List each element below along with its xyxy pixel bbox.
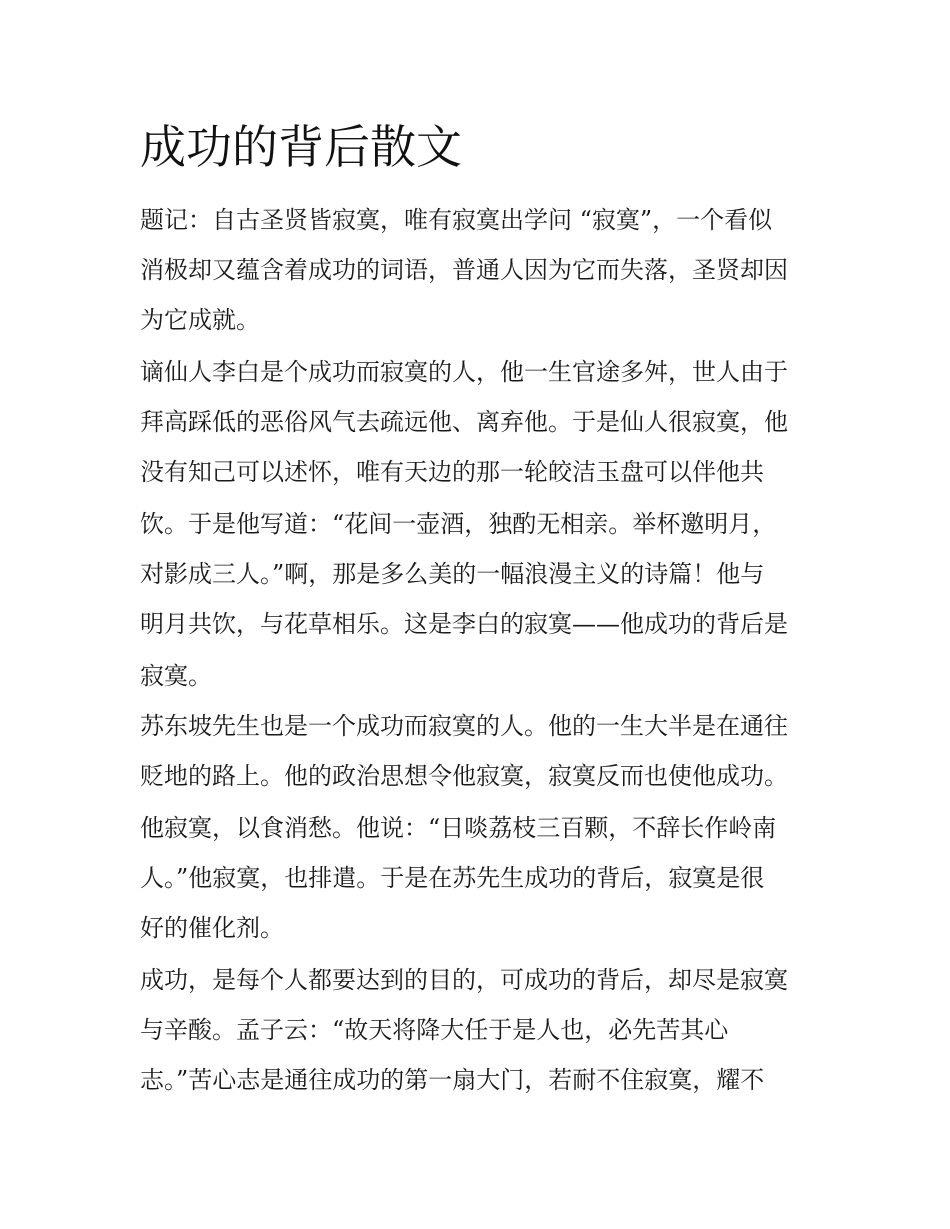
text-line: 成功，是每个人都要达到的目的，可成功的背后，却尽是寂寞 — [140, 966, 788, 994]
text-line: 好的催化剂。 — [140, 914, 284, 942]
text-line: 明月共饮，与花草相乐。这是李白的寂寞——他成功的背后是 — [140, 610, 788, 638]
text-line: 他寂寞，以食消愁。他说：“日啖荔枝三百颗，不辞长作岭南 — [140, 814, 777, 842]
text-line: 为它成就。 — [140, 306, 260, 334]
text-line: 拜高踩低的恶俗风气去疏远他、离弃他。于是仙人很寂寞，他 — [140, 408, 788, 436]
text-line: 对影成三人。”啊，那是多么美的一幅浪漫主义的诗篇！他与 — [140, 560, 765, 588]
text-line: 谪仙人李白是个成功而寂寞的人，他一生官途多舛，世人由于 — [140, 358, 788, 386]
text-line: 饮。于是他写道：“花间一壶酒，独酌无相亲。举杯邀明月， — [140, 510, 777, 538]
text-line: 贬地的路上。他的政治思想令他寂寞，寂寞反而也使他成功。 — [140, 762, 788, 790]
text-line: 题记：自古圣贤皆寂寞，唯有寂寞出学问 “寂寞”，一个看似 — [140, 206, 773, 234]
text-line: 与辛酸。孟子云：“故天将降大任于是人也，必先苦其心 — [140, 1016, 729, 1044]
text-line: 寂寞。 — [140, 662, 212, 690]
text-line: 人。”他寂寞，也排遣。于是在苏先生成功的背后，寂寞是很 — [140, 864, 765, 892]
text-line: 志。”苦心志是通往成功的第一扇大门，若耐不住寂寞，耀不 — [140, 1066, 765, 1094]
text-line: 没有知己可以述怀，唯有天边的那一轮皎洁玉盘可以伴他共 — [140, 458, 764, 486]
text-line: 苏东坡先生也是一个成功而寂寞的人。他的一生大半是在通往 — [140, 712, 788, 740]
document-title: 成功的背后散文 — [140, 120, 462, 174]
text-line: 消极却又蕴含着成功的词语，普通人因为它而失落，圣贤却因 — [140, 256, 788, 284]
